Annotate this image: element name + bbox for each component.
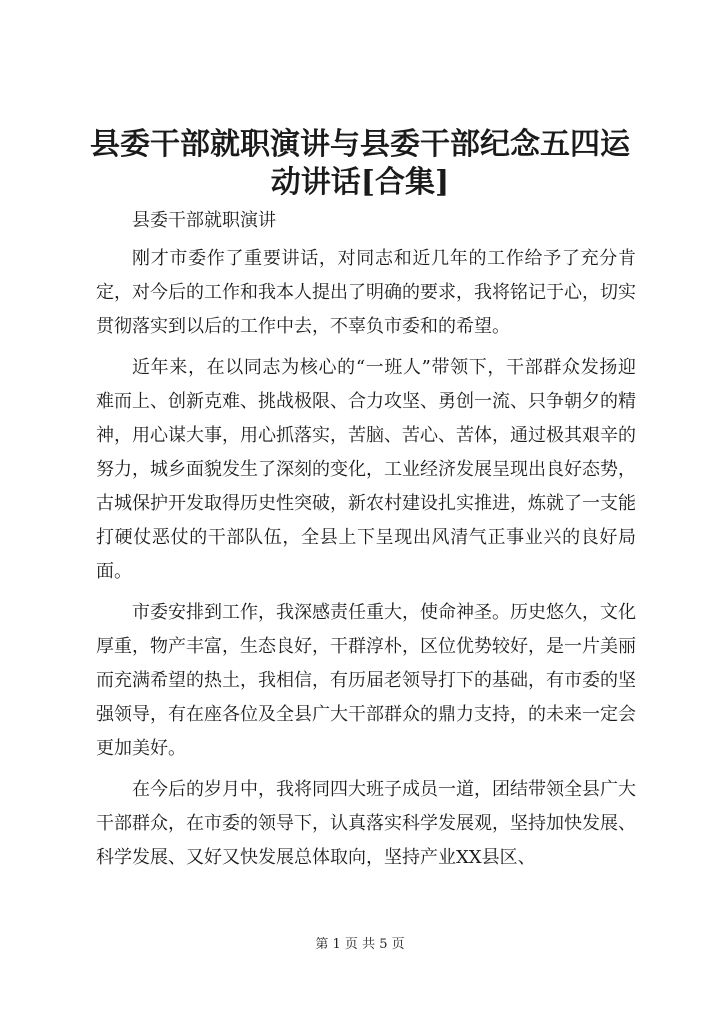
paragraph-1: 刚才市委作了重要讲话，对同志和近几年的工作给予了充分肯定，对今后的工作和我本人提出了明确的要求，我将铭记于心，切实贯彻落实到以后的工作中去，不辜负市委和的希望。 (96, 248, 636, 337)
document-body (96, 208, 636, 882)
paragraph-4: 在今后的岁月中，我将同四大班子成员一道，团结带领全县广大干部群众，在市委的领导下，认真落实科学发展观，坚持加快发展、科学发展、又好又快发展总体取向，坚持产业XX县区、 (96, 779, 636, 868)
paragraph-2: 近年来，在以同志为核心的“一班人”带领下，干部群众发扬迎难而上、创新克难、挑战极限、合力攻坚、勇创一流、只争朝夕的精神，用心谋大事，用心抓落实，苦脑、苦心、苦体，通过极其艰辛的努力，城乡面貌发生了深刻的变化，工业经济发展呈现出良好态势，古城保护开发取得历史性突破，新农村建设扎实推进，炼就了一支能打硬仗恶仗的干部队伍，全县上下呈现出风清气正事业兴的良好局面。 (96, 357, 636, 582)
page-footer: 第 1 页 共 5 页 (315, 937, 405, 952)
paragraph-3: 市委安排到工作，我深感责任重大，使命神圣。历史悠久，文化厚重，物产丰富，生态良好，干群淳朴，区位优势较好，是一片美丽而充满希望的热土，我相信，有历届老领导打下的基础，有市委的坚强领导，有在座各位及全县广大干部群众的鼎力支持，的未来一定会更加美好。 (96, 602, 636, 759)
section-subtitle: 县委干部就职演讲 (132, 210, 276, 231)
document-title: 县委干部就职演讲与县委干部纪念五四运动讲话[合集] (90, 127, 630, 200)
